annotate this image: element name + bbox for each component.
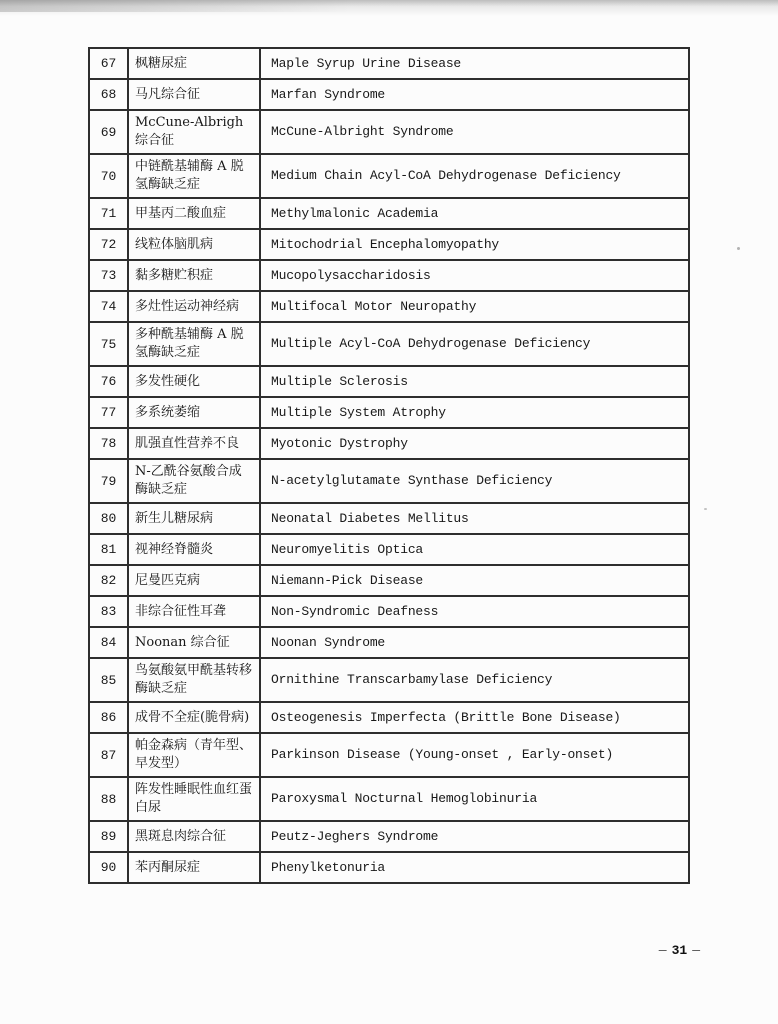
page-number: 31 — [671, 943, 688, 958]
disease-name-zh-cell: Noonan 综合征 — [128, 627, 260, 658]
disease-name-zh-cell: 枫糖尿症 — [128, 48, 260, 79]
table-row — [89, 366, 689, 397]
row-number-cell: 68 — [89, 79, 128, 110]
disease-name-zh-cell: 多灶性运动神经病 — [128, 291, 260, 322]
disease-name-en-cell: Parkinson Disease (Young-onset , Early-onset) — [260, 733, 689, 777]
disease-name-zh-cell: 新生儿糖尿病 — [128, 503, 260, 534]
table-row — [89, 397, 689, 428]
table-row — [89, 534, 689, 565]
table-row — [89, 459, 689, 503]
disease-name-zh-cell: 尼曼匹克病 — [128, 565, 260, 596]
table-row — [89, 260, 689, 291]
row-number-cell: 74 — [89, 291, 128, 322]
table-row — [89, 79, 689, 110]
table-row — [89, 48, 689, 79]
disease-name-en-cell: Multiple Sclerosis — [260, 366, 689, 397]
row-number-cell: 80 — [89, 503, 128, 534]
page-footer — [0, 943, 700, 958]
table-row — [89, 154, 689, 198]
row-number-cell: 81 — [89, 534, 128, 565]
table-row — [89, 821, 689, 852]
row-number-cell: 70 — [89, 154, 128, 198]
scan-edge-shadow — [0, 0, 778, 16]
disease-name-zh-cell: 马凡综合征 — [128, 79, 260, 110]
row-number-cell: 82 — [89, 565, 128, 596]
disease-name-en-cell: Non-Syndromic Deafness — [260, 596, 689, 627]
table-row — [89, 627, 689, 658]
disease-name-en-cell: Neuromyelitis Optica — [260, 534, 689, 565]
row-number-cell: 69 — [89, 110, 128, 154]
footer-dash-left: — — [658, 943, 667, 958]
disease-name-en-cell: Peutz-Jeghers Syndrome — [260, 821, 689, 852]
disease-name-en-cell: Maple Syrup Urine Disease — [260, 48, 689, 79]
scan-speck — [704, 508, 707, 510]
table-row — [89, 733, 689, 777]
disease-name-en-cell: Medium Chain Acyl-CoA Dehydrogenase Deficiency — [260, 154, 689, 198]
table-row — [89, 322, 689, 366]
row-number-cell: 83 — [89, 596, 128, 627]
footer-dash-right: — — [692, 943, 700, 958]
table-row — [89, 852, 689, 883]
disease-name-zh-cell: 成骨不全症(脆骨病) — [128, 702, 260, 733]
row-number-cell: 77 — [89, 397, 128, 428]
disease-name-en-cell: McCune-Albright Syndrome — [260, 110, 689, 154]
disease-name-en-cell: Multiple Acyl-CoA Dehydrogenase Deficiency — [260, 322, 689, 366]
row-number-cell: 78 — [89, 428, 128, 459]
disease-name-en-cell: Mitochodrial Encephalomyopathy — [260, 229, 689, 260]
disease-name-en-cell: Osteogenesis Imperfecta (Brittle Bone Disease) — [260, 702, 689, 733]
disease-name-en-cell: Noonan Syndrome — [260, 627, 689, 658]
table-row — [89, 565, 689, 596]
disease-name-en-cell: Multifocal Motor Neuropathy — [260, 291, 689, 322]
disease-name-en-cell: N-acetylglutamate Synthase Deficiency — [260, 459, 689, 503]
row-number-cell: 71 — [89, 198, 128, 229]
disease-table — [88, 47, 690, 884]
disease-name-en-cell: Mucopolysaccharidosis — [260, 260, 689, 291]
disease-name-en-cell: Methylmalonic Academia — [260, 198, 689, 229]
disease-name-zh-cell: 肌强直性营养不良 — [128, 428, 260, 459]
disease-name-en-cell: Neonatal Diabetes Mellitus — [260, 503, 689, 534]
disease-name-zh-cell: 线粒体脑肌病 — [128, 229, 260, 260]
row-number-cell: 84 — [89, 627, 128, 658]
disease-name-zh-cell: 非综合征性耳聋 — [128, 596, 260, 627]
table-row — [89, 291, 689, 322]
disease-name-zh-cell: 甲基丙二酸血症 — [128, 198, 260, 229]
table-row — [89, 110, 689, 154]
disease-name-zh-cell: 中链酰基辅酶 A 脱氢酶缺乏症 — [128, 154, 260, 198]
row-number-cell: 67 — [89, 48, 128, 79]
scan-speck — [737, 247, 740, 250]
disease-name-zh-cell: 视神经脊髓炎 — [128, 534, 260, 565]
row-number-cell: 75 — [89, 322, 128, 366]
row-number-cell: 79 — [89, 459, 128, 503]
disease-name-zh-cell: 黑斑息肉综合征 — [128, 821, 260, 852]
table-row — [89, 596, 689, 627]
table-row — [89, 658, 689, 702]
disease-name-en-cell: Marfan Syndrome — [260, 79, 689, 110]
disease-name-zh-cell: 苯丙酮尿症 — [128, 852, 260, 883]
table-row — [89, 777, 689, 821]
disease-name-en-cell: Multiple System Atrophy — [260, 397, 689, 428]
disease-name-zh-cell: 多系统萎缩 — [128, 397, 260, 428]
disease-name-zh-cell: 黏多糖贮积症 — [128, 260, 260, 291]
table-row — [89, 702, 689, 733]
disease-name-en-cell: Phenylketonuria — [260, 852, 689, 883]
row-number-cell: 89 — [89, 821, 128, 852]
disease-name-zh-cell: N-乙酰谷氨酸合成酶缺乏症 — [128, 459, 260, 503]
row-number-cell: 86 — [89, 702, 128, 733]
table-row — [89, 229, 689, 260]
row-number-cell: 87 — [89, 733, 128, 777]
disease-name-zh-cell: 鸟氨酸氨甲酰基转移酶缺乏症 — [128, 658, 260, 702]
disease-name-zh-cell: McCune-Albrigh 综合征 — [128, 110, 260, 154]
disease-name-en-cell: Myotonic Dystrophy — [260, 428, 689, 459]
disease-name-en-cell: Ornithine Transcarbamylase Deficiency — [260, 658, 689, 702]
row-number-cell: 73 — [89, 260, 128, 291]
disease-name-en-cell: Niemann-Pick Disease — [260, 565, 689, 596]
disease-table-body — [89, 48, 689, 883]
row-number-cell: 76 — [89, 366, 128, 397]
table-row — [89, 428, 689, 459]
disease-name-zh-cell: 多发性硬化 — [128, 366, 260, 397]
table-row — [89, 198, 689, 229]
disease-name-en-cell: Paroxysmal Nocturnal Hemoglobinuria — [260, 777, 689, 821]
row-number-cell: 72 — [89, 229, 128, 260]
disease-name-zh-cell: 阵发性睡眠性血红蛋白尿 — [128, 777, 260, 821]
disease-name-zh-cell: 多种酰基辅酶 A 脱氢酶缺乏症 — [128, 322, 260, 366]
row-number-cell: 88 — [89, 777, 128, 821]
row-number-cell: 90 — [89, 852, 128, 883]
row-number-cell: 85 — [89, 658, 128, 702]
disease-name-zh-cell: 帕金森病（青年型、早发型） — [128, 733, 260, 777]
table-row — [89, 503, 689, 534]
